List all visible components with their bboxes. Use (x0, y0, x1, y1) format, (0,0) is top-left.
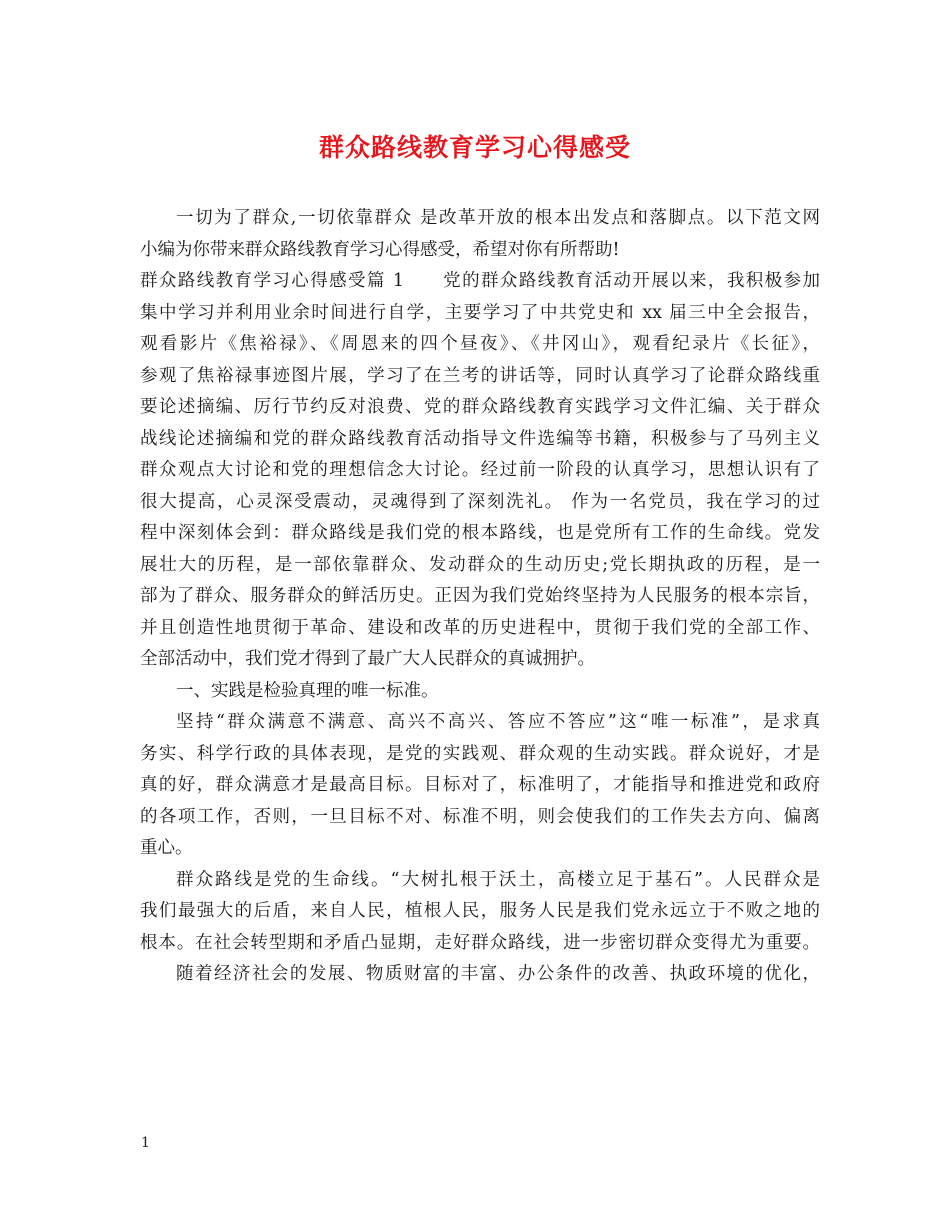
text-line: 战线论述摘编和党的群众路线教育活动指导文件选编等书籍，积极参与了马列主义 (140, 428, 820, 449)
text-line: 全部活动中，我们党才得到了最广大人民群众的真诚拥护。 (140, 649, 595, 669)
text-line: 群众路线是党的生命线。“大树扎根于沃土，高楼立足于基石”。人民群众是 (176, 869, 820, 890)
document-body (140, 203, 820, 991)
text-line: 真的好，群众满意才是最高目标。目标对了，标准明了，才能指导和推进党和政府 (140, 775, 820, 795)
text-line: 要论述摘编、厉行节约反对浪费、党的群众路线教育实践学习文件汇编、关于群众 (140, 397, 820, 417)
text-line: 务实、科学行政的具体表现，是党的实践观、群众观的生动实践。群众说好，才是 (140, 743, 820, 764)
text-line: 一、实践是检验真理的唯一标准。 (176, 680, 439, 701)
text-line: 展壮大的历程，是一部依靠群众、发动群众的生动历史;党长期执政的历程，是一 (140, 554, 820, 575)
text-line: 重心。 (140, 838, 193, 858)
text-line: 程中深刻体会到：群众路线是我们党的根本路线，也是党所有工作的生命线。党发 (140, 523, 820, 543)
text-line: 小编为你带来群众路线教育学习心得感受，希望对你有所帮助! (140, 239, 620, 260)
text-line: 并且创造性地贯彻于革命、建设和改革的历史进程中，贯彻于我们党的全部工作、 (140, 617, 820, 638)
text-line: 坚持“群众满意不满意、高兴不高兴、答应不答应”这“唯一标准”，是求真 (176, 712, 820, 732)
text-line: 集中学习并利用业余时间进行自学，主要学习了中共党史和 xx 届三中全会报告， (140, 302, 820, 323)
text-line: 观看影片《焦裕禄》、《周恩来的四个昼夜》、《井冈山》，观看纪录片《长征》， (140, 334, 820, 354)
text-line: 很大提高，心灵深受震动，灵魂得到了深刻洗礼。 作为一名党员，我在学习的过 (140, 491, 820, 512)
text-line: 一切为了群众,一切依靠群众 是改革开放的根本出发点和落脚点。以下范文网 (176, 208, 820, 228)
text-line: 部为了群众、服务群众的鲜活历史。正因为我们党始终坚持为人民服务的根本宗旨， (140, 586, 820, 606)
text-line: 随着经济社会的发展、物质财富的丰富、办公条件的改善、执政环境的优化， (176, 964, 820, 984)
document-title: 群众路线教育学习心得感受 (318, 133, 631, 162)
text-line: 的各项工作，否则，一旦目标不对、标准不明，则会使我们的工作失去方向、偏离 (140, 806, 820, 827)
text-line: 群众观点大讨论和党的理想信念大讨论。经过前一阶段的认真学习，思想认识有了 (140, 460, 820, 480)
text-line: 根本。在社会转型期和矛盾凸显期，走好群众路线，进一步密切群众变得尤为重要。 (140, 932, 820, 953)
text-line: 参观了焦裕禄事迹图片展，学习了在兰考的讲话等，同时认真学习了论群众路线重 (140, 365, 820, 386)
page-number: 1 (141, 1135, 150, 1151)
text-line: 我们最强大的后盾，来自人民，植根人民，服务人民是我们党永远立于不败之地的 (140, 901, 820, 921)
text-line: 群众路线教育学习心得感受篇 1 党的群众路线教育活动开展以来，我积极参加 (140, 271, 820, 291)
